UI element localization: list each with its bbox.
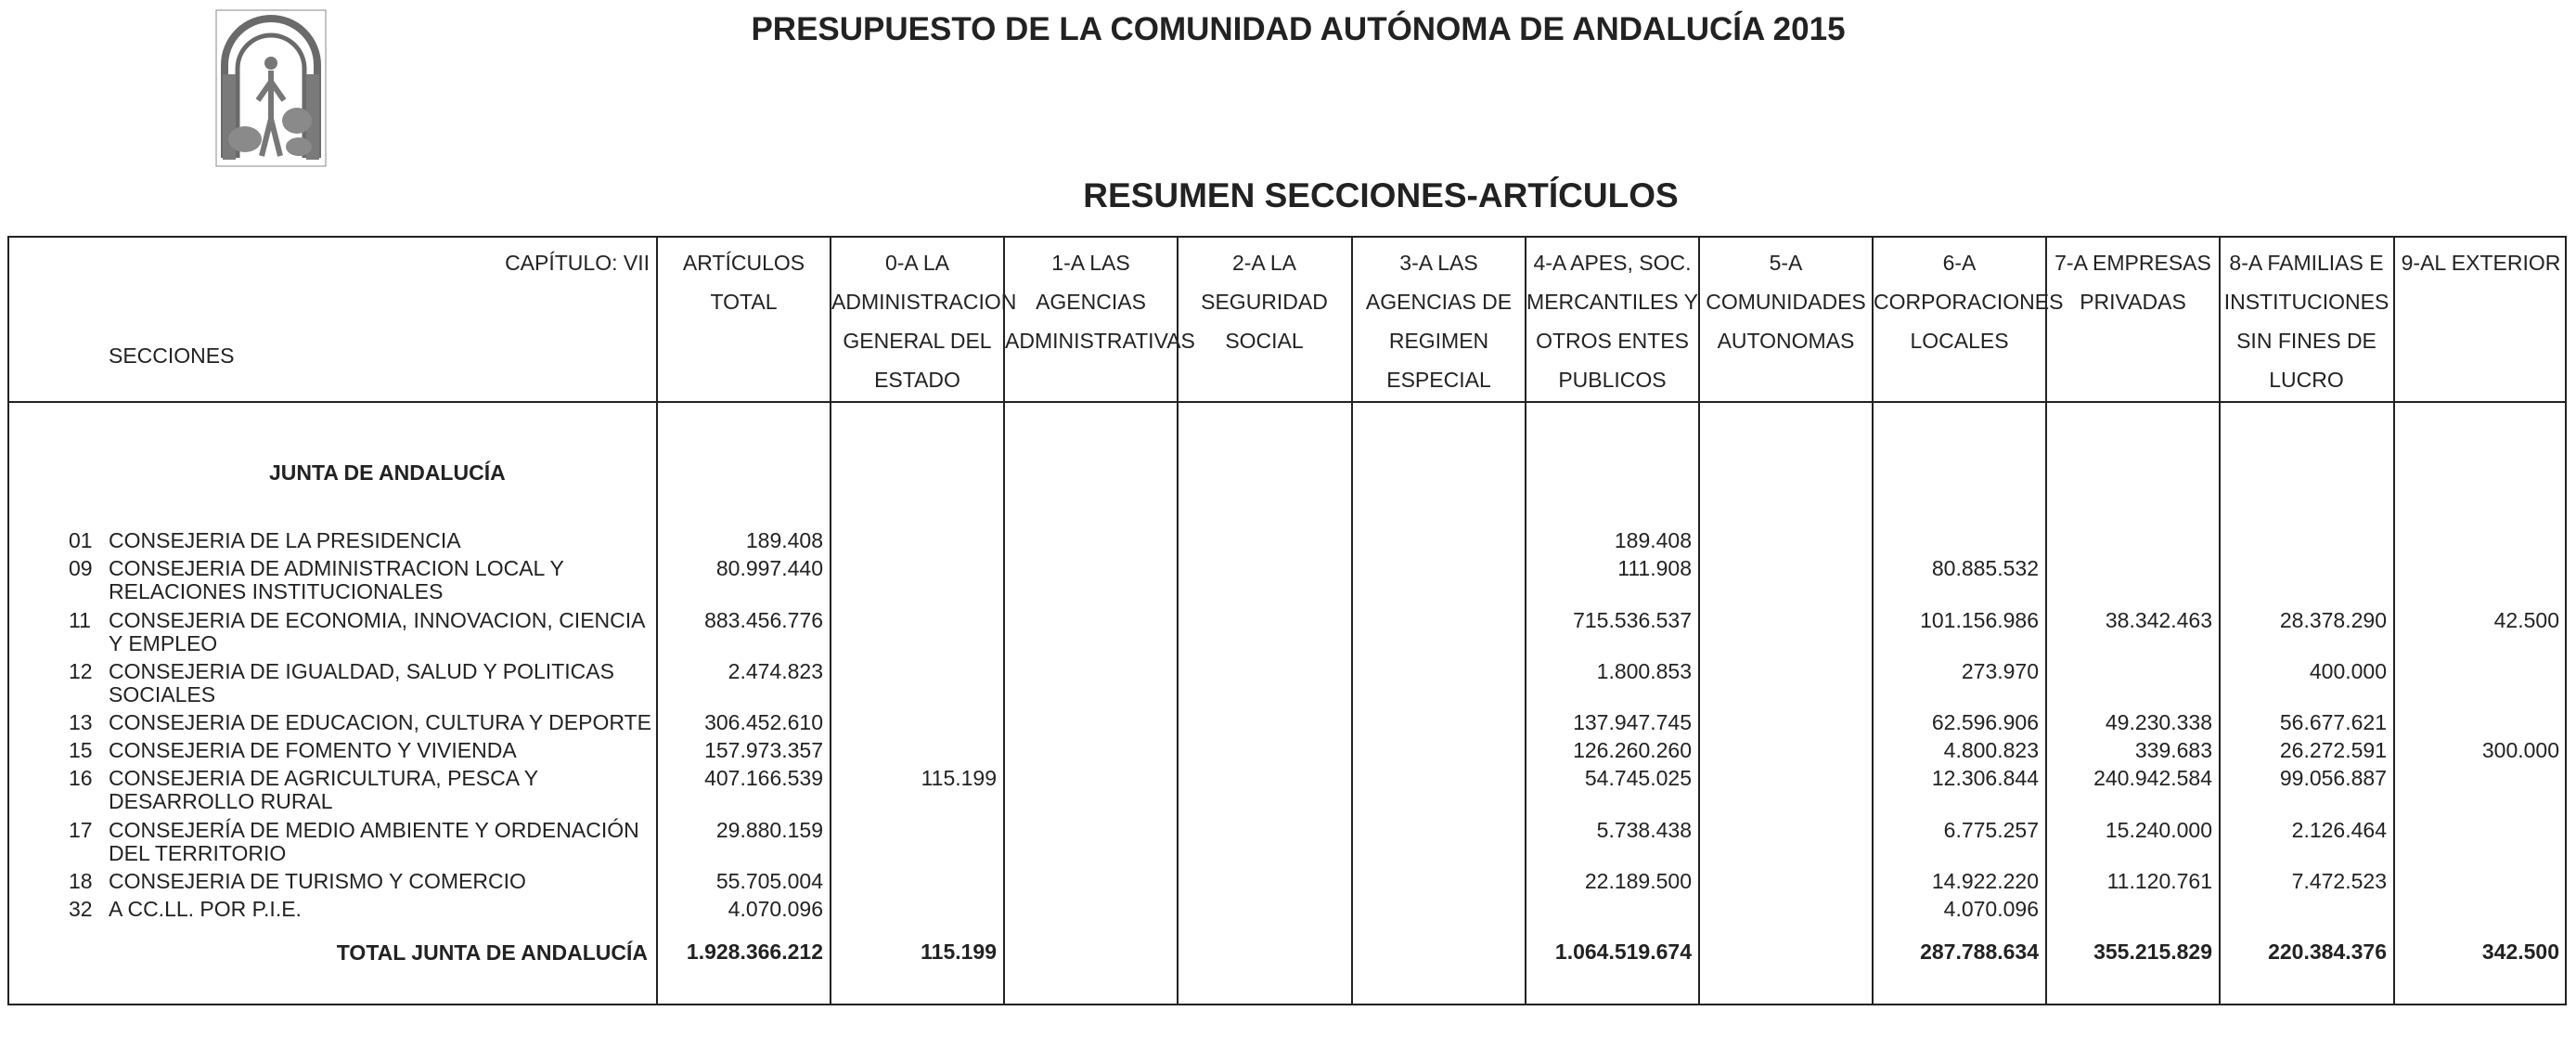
table-cell: 29.880.159: [715, 818, 823, 842]
table-cell: 126.260.260: [1573, 738, 1692, 762]
table-cell: 101.156.986: [1920, 608, 2039, 632]
column-header-line: ADMINISTRACION: [831, 290, 1017, 314]
chapter-label: CAPÍTULO: VII: [505, 251, 650, 275]
column-header-line: PRIVADAS: [2080, 290, 2186, 314]
table-cell: 11.120.761: [2106, 869, 2212, 893]
column-header-line: 5-A: [1769, 251, 1803, 275]
total-cell: 1.928.366.212: [686, 940, 823, 964]
column-header-line: 4-A APES, SOC.: [1533, 251, 1692, 275]
column-header-line: REGIMEN: [1388, 329, 1489, 353]
column-header-line: INSTITUCIONES: [2223, 290, 2389, 314]
column-header-line: LOCALES: [1910, 329, 2009, 353]
table-cell: 111.908: [1617, 556, 1692, 580]
sections-label: SECCIONES: [109, 344, 235, 368]
table-cell: 38.342.463: [2105, 608, 2212, 632]
column-header-line: 7-A EMPRESAS: [2054, 251, 2211, 275]
row-name: A CC.LL. POR P.I.E.: [109, 897, 302, 921]
column-header-line: 1-A LAS: [1051, 251, 1130, 275]
column-header: [2395, 243, 2567, 282]
row-code: 18: [69, 869, 93, 893]
column-header-line: GENERAL DEL: [843, 329, 992, 353]
column-header-line: ARTÍCULOS: [682, 251, 805, 275]
row-code: 13: [69, 710, 93, 734]
column-header-line: ESPECIAL: [1386, 368, 1491, 392]
column-header-line: ADMINISTRATIVAS: [1005, 329, 1195, 353]
total-cell: 287.788.634: [1920, 940, 2039, 964]
row-code: 01: [69, 528, 93, 552]
column-header: [2047, 243, 2219, 321]
total-cell: 342.500: [2481, 940, 2559, 964]
row-code: 11: [69, 608, 91, 632]
row-code: 12: [69, 659, 93, 683]
table-cell: 137.947.745: [1573, 710, 1692, 734]
row-code: 09: [69, 556, 93, 580]
row-code: 16: [69, 766, 93, 790]
table-cell: 115.199: [921, 766, 997, 790]
total-label: TOTAL JUNTA DE ANDALUCÍA: [336, 940, 648, 965]
table-cell: 15.240.000: [2105, 818, 2212, 842]
column-header-line: 6-A: [1942, 251, 1977, 275]
table-cell: 5.738.438: [1596, 818, 1692, 842]
table-cell: 7.472.523: [2291, 869, 2387, 893]
column-header-line: 2-A LA: [1231, 251, 1297, 275]
total-cell: 1.064.519.674: [1554, 940, 1692, 964]
table-cell: 49.230.338: [2105, 710, 2212, 734]
table-cell: 55.705.004: [715, 869, 823, 893]
table-cell: 22.189.500: [1584, 869, 1692, 893]
column-header: [1874, 243, 2064, 360]
row-name: CONSEJERIA DE ECONOMIA, INNOVACION, CIENCIA Y EMPLEO: [109, 608, 645, 655]
table-cell: 4.800.823: [1943, 738, 2039, 762]
column-header: [1700, 243, 1872, 360]
row-name: CONSEJERIA DE AGRICULTURA, PESCA Y DESARROLLO RURAL: [109, 766, 538, 813]
column-header-line: MERCANTILES Y: [1526, 290, 1698, 314]
row-code: 15: [69, 738, 93, 762]
table-cell: 4.070.096: [1943, 897, 2039, 921]
row-name: CONSEJERIA DE FOMENTO Y VIVIENDA: [109, 738, 517, 762]
col-divider: [2045, 236, 2047, 1005]
column-header-line: SIN FINES DE: [2236, 329, 2376, 353]
column-header-line: SEGURIDAD: [1201, 290, 1328, 314]
column-header-line: LUCRO: [2269, 368, 2344, 392]
page-title: PRESUPUESTO DE LA COMUNIDAD AUTÓNOMA DE ANDALUCÍA 2015: [751, 11, 1846, 47]
table-cell: 883.456.776: [704, 608, 823, 632]
table-cell: 1.800.853: [1596, 659, 1692, 683]
table-cell: 240.942.584: [2093, 766, 2212, 790]
table-cell: 42.500: [2493, 608, 2559, 632]
column-header: [1005, 243, 1195, 360]
column-header-line: 9-AL EXTERIOR: [2401, 251, 2561, 275]
table-cell: 6.775.257: [1943, 818, 2039, 842]
table-cell: 273.970: [1961, 659, 2039, 683]
row-name: CONSEJERIA DE ADMINISTRACION LOCAL Y RELACIONES INSTITUCIONALES: [109, 556, 564, 603]
row-name: CONSEJERIA DE IGUALDAD, SALUD Y POLITICAS SOCIALES: [109, 659, 614, 706]
total-cell: 220.384.376: [2268, 940, 2387, 964]
table-cell: 339.683: [2134, 738, 2212, 762]
column-header-line: TOTAL: [710, 290, 778, 314]
column-header-line: 8-A FAMILIAS E: [2229, 251, 2384, 275]
column-header-line: 0-A LA: [884, 251, 950, 275]
column-header: [2221, 243, 2392, 399]
column-header-line: SOCIAL: [1225, 329, 1304, 353]
column-header-line: AGENCIAS: [1036, 290, 1146, 314]
table-cell: 400.000: [2309, 659, 2387, 683]
table-cell: 56.677.621: [2279, 710, 2387, 734]
col-divider: [656, 236, 658, 1005]
table-cell: 80.885.532: [1931, 556, 2039, 580]
column-header-line: CORPORACIONES: [1874, 290, 2064, 314]
column-header-line: COMUNIDADES: [1706, 290, 1866, 314]
col-divider: [2393, 236, 2395, 1005]
table-cell: 189.408: [1614, 528, 1692, 552]
table-cell: 4.070.096: [728, 897, 823, 921]
page-subtitle: RESUMEN SECCIONES-ARTÍCULOS: [1083, 176, 1679, 214]
column-header-line: PUBLICOS: [1558, 368, 1667, 392]
column-header-line: AGENCIAS DE: [1365, 290, 1513, 314]
table-cell: 300.000: [2481, 738, 2559, 762]
row-name: CONSEJERÍA DE MEDIO AMBIENTE Y ORDENACIÓN DEL TERRITORIO: [109, 818, 639, 865]
row-name: CONSEJERIA DE TURISMO Y COMERCIO: [109, 869, 526, 893]
column-header-line: 3-A LAS: [1399, 251, 1478, 275]
column-header-line: AUTONOMAS: [1717, 329, 1855, 353]
header-divider: [7, 401, 2567, 403]
column-header: [1179, 243, 1350, 360]
column-header-line: OTROS ENTES: [1536, 329, 1689, 353]
table-cell: 157.973.357: [704, 738, 823, 762]
table-cell: 54.745.025: [1584, 766, 1692, 790]
table-cell: 62.596.906: [1931, 710, 2039, 734]
group-title: JUNTA DE ANDALUCÍA: [269, 460, 506, 485]
table-cell: 28.378.290: [2279, 608, 2387, 632]
table-cell: 2.474.823: [728, 659, 823, 683]
column-header: [831, 243, 1017, 399]
row-name: CONSEJERIA DE LA PRESIDENCIA: [109, 528, 461, 552]
column-header: [1353, 243, 1525, 399]
column-header: [1526, 243, 1698, 399]
table-cell: 26.272.591: [2279, 738, 2387, 762]
table-cell: 407.166.539: [704, 766, 823, 790]
table-cell: 715.536.537: [1573, 608, 1692, 632]
row-name: CONSEJERIA DE EDUCACION, CULTURA Y DEPORTE: [109, 710, 651, 734]
table-cell: 189.408: [745, 528, 823, 552]
total-cell: 355.215.829: [2093, 940, 2212, 964]
table-cell: 306.452.610: [704, 710, 823, 734]
table-cell: 80.997.440: [715, 556, 823, 580]
table-cell: 12.306.844: [1931, 766, 2039, 790]
column-header-line: ESTADO: [874, 368, 960, 392]
table-cell: 99.056.887: [2279, 766, 2387, 790]
table-cell: 14.922.220: [1931, 869, 2039, 893]
row-code: 32: [69, 897, 93, 921]
column-header: [658, 243, 830, 321]
table-cell: 2.126.464: [2291, 818, 2387, 842]
row-code: 17: [69, 818, 93, 842]
total-cell: 115.199: [921, 940, 997, 964]
